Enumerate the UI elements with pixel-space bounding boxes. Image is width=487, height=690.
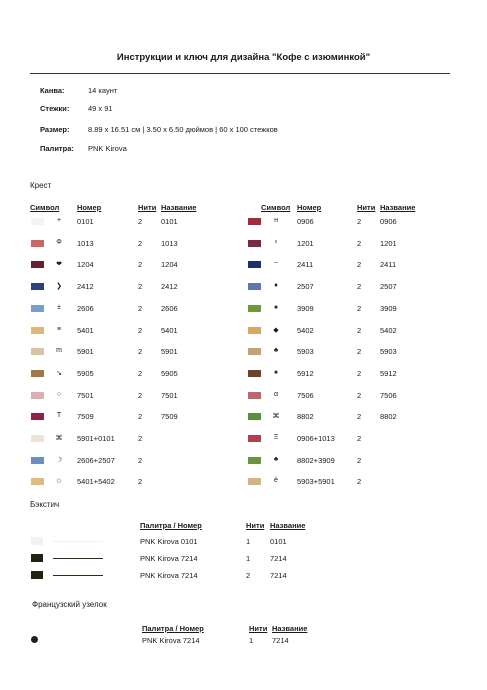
stitch-symbol: ≡ xyxy=(56,325,62,333)
palette-label: Палитра: xyxy=(40,144,74,153)
thread-number: 2411 xyxy=(297,260,314,270)
thread-number: 5912 xyxy=(297,368,314,378)
thread-number: 1201 xyxy=(297,238,314,248)
thread-number: 7501 xyxy=(77,390,94,400)
color-swatch xyxy=(248,457,261,464)
size-label: Размер: xyxy=(40,125,70,134)
stitch-symbol: Ξ xyxy=(273,434,279,441)
thread-name: 0906 xyxy=(380,217,397,226)
stitch-symbol: ♦ xyxy=(274,282,278,290)
thread-strands: 1 xyxy=(246,554,251,563)
canvas-value: 14 каунт xyxy=(88,86,118,95)
thread-number: 5905 xyxy=(77,368,94,378)
stitch-symbol: ○ xyxy=(56,390,62,398)
thread-name: 5901 xyxy=(161,347,178,357)
cross-header-name-right: Название xyxy=(380,203,416,212)
color-swatch xyxy=(31,457,44,464)
thread-name: 2507 xyxy=(380,282,397,292)
color-swatch xyxy=(31,370,44,377)
thread-strands: 2 xyxy=(357,325,362,335)
thread-number: 8802+3909 xyxy=(297,455,335,465)
color-swatch xyxy=(248,435,261,442)
thread-number: 5401+5402 xyxy=(77,477,115,487)
thread-number: 5903 xyxy=(297,347,314,357)
size-value: 8.89 x 16.51 см | 3.50 x 6.50 дюймов | 60 x 100 стежков xyxy=(88,125,278,134)
thread-strands: 2 xyxy=(138,368,143,378)
stitch-symbol: ☆ xyxy=(55,478,63,486)
cross-header-strands-right: Нити xyxy=(357,203,376,212)
thread-strands: 2 xyxy=(357,368,362,378)
thread-number: 0906 xyxy=(297,217,314,226)
stitch-symbol: è xyxy=(274,477,278,485)
color-swatch xyxy=(31,554,43,562)
color-swatch xyxy=(31,348,44,355)
thread-name: 1013 xyxy=(161,238,178,248)
color-swatch xyxy=(31,283,44,290)
thread-strands: 2 xyxy=(138,260,143,270)
thread-name: 2412 xyxy=(161,282,178,292)
thread-name: 5402 xyxy=(380,325,397,335)
thread-name: 8802 xyxy=(380,412,397,422)
stitches-value: 49 x 91 xyxy=(88,104,113,113)
thread-strands: 2 xyxy=(138,477,143,487)
french-knot-header-name: Название xyxy=(272,624,308,633)
thread-number: 0906+1013 xyxy=(297,434,335,443)
thread-number: 1013 xyxy=(77,238,94,248)
color-swatch xyxy=(248,478,261,485)
backstitch-header-palette: Палитра / Номер xyxy=(140,521,202,530)
thread-number: 0101 xyxy=(77,217,94,226)
color-swatch xyxy=(31,240,44,247)
french-knot-header-strands: Нити xyxy=(249,624,268,633)
stitch-symbol: m xyxy=(56,347,62,355)
thread-strands: 2 xyxy=(138,434,143,443)
thread-strands: 2 xyxy=(357,303,362,313)
thread-name: 7214 xyxy=(270,554,287,563)
color-swatch xyxy=(31,571,43,579)
thread-number: 2606 xyxy=(77,303,94,313)
color-swatch xyxy=(248,261,261,268)
color-swatch xyxy=(31,537,43,545)
thread-name: 5905 xyxy=(161,368,178,378)
french-knot-dot xyxy=(31,636,38,643)
color-swatch xyxy=(31,413,44,420)
color-swatch xyxy=(248,283,261,290)
backstitch-line xyxy=(53,558,103,559)
stitch-symbol: ☽ xyxy=(55,456,63,464)
backstitch-header-name: Название xyxy=(270,521,306,530)
thread-name: 7214 xyxy=(270,571,287,580)
thread-name: 5903 xyxy=(380,347,397,357)
thread-strands: 2 xyxy=(357,390,362,400)
thread-strands: 2 xyxy=(357,217,362,226)
thread-number: 5401 xyxy=(77,325,94,335)
cross-header-symbol-right: Символ xyxy=(261,203,291,212)
stitch-symbol: + xyxy=(56,217,62,224)
thread-number: 5903+5901 xyxy=(297,477,335,487)
thread-strands: 2 xyxy=(138,412,143,422)
backstitch-line xyxy=(53,575,103,576)
thread-strands: 2 xyxy=(138,347,143,357)
thread-strands: 2 xyxy=(357,412,362,422)
color-swatch xyxy=(248,392,261,399)
thread-strands: 2 xyxy=(138,390,143,400)
thread-number: 5901+0101 xyxy=(77,434,115,443)
color-swatch xyxy=(248,218,261,225)
thread-strands: 2 xyxy=(138,217,143,226)
stitch-symbol: T xyxy=(56,412,62,420)
backstitch-section-title: Бэкстич xyxy=(30,500,60,509)
color-swatch xyxy=(248,348,261,355)
thread-strands: 2 xyxy=(357,238,362,248)
thread-number: 7509 xyxy=(77,412,94,422)
thread-strands: 2 xyxy=(246,571,251,580)
cross-header-symbol: Символ xyxy=(30,203,60,212)
palette-number: PNK Kirova 7214 xyxy=(140,554,198,563)
cross-header-strands: Нити xyxy=(138,203,157,212)
thread-name: 0101 xyxy=(161,217,178,226)
thread-name: 2411 xyxy=(380,260,397,270)
stitch-symbol: ♣ xyxy=(273,455,279,463)
thread-strands: 2 xyxy=(357,434,362,443)
color-swatch xyxy=(31,435,44,442)
thread-name: 1201 xyxy=(380,238,397,248)
thread-strands: 2 xyxy=(138,455,143,465)
thread-number: 8802 xyxy=(297,412,314,422)
thread-number: 1204 xyxy=(77,260,94,270)
thread-strands: 2 xyxy=(138,325,143,335)
stitch-symbol: α xyxy=(273,390,279,398)
cross-header-number: Номер xyxy=(77,203,102,212)
color-swatch xyxy=(31,305,44,312)
palette-value: PNK Kirova xyxy=(88,144,127,153)
thread-strands: 2 xyxy=(357,260,362,270)
page-title: Инструкции и ключ для дизайна "Кофе с изюминкой" xyxy=(116,52,371,63)
stitch-symbol: ♠ xyxy=(274,303,278,311)
thread-name: 7506 xyxy=(380,390,397,400)
thread-strands: 1 xyxy=(249,636,254,645)
thread-name: 7509 xyxy=(161,412,178,422)
stitch-symbol: ♣ xyxy=(273,347,279,355)
canvas-label: Канва: xyxy=(40,86,65,95)
color-swatch xyxy=(31,478,44,485)
thread-strands: 2 xyxy=(357,455,362,465)
stitches-label: Стежки: xyxy=(40,104,70,113)
color-swatch xyxy=(31,261,44,268)
stitch-symbol: ~ xyxy=(273,260,279,268)
thread-number: 5901 xyxy=(77,347,94,357)
color-swatch xyxy=(31,327,44,334)
thread-strands: 2 xyxy=(138,238,143,248)
color-swatch xyxy=(248,305,261,312)
thread-number: 2507 xyxy=(297,282,314,292)
stitch-symbol: ◆ xyxy=(273,326,279,334)
thread-number: 7506 xyxy=(297,390,314,400)
thread-number: 2412 xyxy=(77,282,94,292)
thread-name: 5401 xyxy=(161,325,178,335)
thread-name: 0101 xyxy=(270,537,287,546)
cross-section-title: Крест xyxy=(30,181,52,190)
thread-number: 5402 xyxy=(297,325,314,335)
thread-strands: 2 xyxy=(357,477,362,487)
color-swatch xyxy=(31,218,44,225)
palette-number: PNK Kirova 7214 xyxy=(140,571,198,580)
stitch-symbol: н xyxy=(274,217,278,224)
stitch-symbol: ± xyxy=(57,303,61,311)
backstitch-header-strands: Нити xyxy=(246,521,265,530)
thread-number: 2606+2507 xyxy=(77,455,115,465)
color-swatch xyxy=(248,327,261,334)
stitch-symbol: Φ xyxy=(56,238,62,246)
cross-header-number-right: Номер xyxy=(297,203,322,212)
thread-number: 3909 xyxy=(297,303,314,313)
thread-name: 7214 xyxy=(272,636,289,645)
stitch-symbol: ↘ xyxy=(56,369,62,377)
stitch-symbol: ❯ xyxy=(56,283,62,291)
thread-name: 5912 xyxy=(380,368,397,378)
thread-strands: 2 xyxy=(138,282,143,292)
palette-number: PNK Kirova 7214 xyxy=(142,636,200,645)
color-swatch xyxy=(248,240,261,247)
thread-name: 1204 xyxy=(161,260,178,270)
stitch-symbol: ♀ xyxy=(273,238,279,246)
cross-header-name: Название xyxy=(161,203,197,212)
palette-number: PNK Kirova 0101 xyxy=(140,537,198,546)
stitch-symbol: ⌘ xyxy=(55,435,63,442)
backstitch-line xyxy=(53,541,103,542)
thread-name: 3909 xyxy=(380,303,397,313)
french-knot-section-title: Французский узелок xyxy=(32,600,107,609)
thread-strands: 2 xyxy=(357,347,362,357)
thread-name: 2606 xyxy=(161,303,178,313)
thread-strands: 1 xyxy=(246,537,251,546)
stitch-symbol: ❤ xyxy=(56,261,62,269)
thread-strands: 2 xyxy=(138,303,143,313)
title-divider xyxy=(30,73,450,74)
stitch-symbol: ♠ xyxy=(274,368,278,376)
thread-strands: 2 xyxy=(357,282,362,292)
color-swatch xyxy=(248,413,261,420)
color-swatch xyxy=(31,392,44,399)
french-knot-header-palette: Палитра / Номер xyxy=(142,624,204,633)
color-swatch xyxy=(248,370,261,377)
thread-name: 7501 xyxy=(161,390,178,400)
stitch-symbol: ⌘ xyxy=(272,413,280,421)
